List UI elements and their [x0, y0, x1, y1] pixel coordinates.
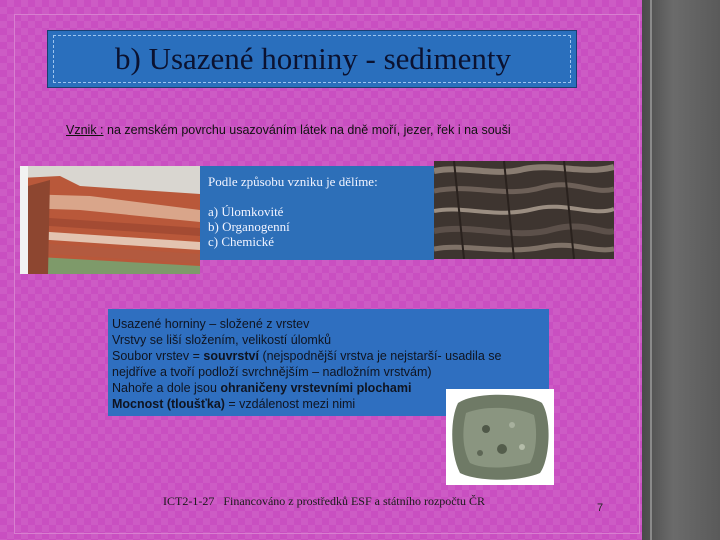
cliff-photo: [20, 166, 200, 274]
sed-line: Usazené horniny – složené z vrstev: [112, 317, 310, 331]
side-strip: [642, 0, 720, 540]
rock-texture-photo: [434, 161, 614, 259]
intro-body: na zemském povrchu usazováním látek na dně moří, jezer, řek i na souši: [103, 123, 511, 137]
slide-title: b) Usazené horniny - sedimenty: [115, 41, 511, 76]
classification-box: [200, 166, 434, 260]
sed-line: [112, 348, 545, 380]
sed-text-part: Nahoře a dole jsou: [112, 381, 221, 395]
sed-bold-term: souvrství: [203, 349, 259, 363]
footer-text: ICT2-1-27 Financováno z prostředků ESF a státního rozpočtu ČR: [163, 494, 485, 508]
page-number: 7: [597, 502, 604, 514]
intro-label: Vznik :: [66, 123, 104, 137]
classification-item: b) Organogenní: [208, 219, 290, 234]
classification-text: [208, 174, 378, 249]
classification-item: a) Úlomkovité: [208, 204, 284, 219]
classification-item: c) Chemické: [208, 234, 275, 249]
stone-photo: [446, 389, 554, 485]
sed-text-part: (nejspodnější vrstva je nejstarší- usadila se nejdříve a tvoří podloží svrchnějším – nadložním vrstvám): [112, 349, 502, 379]
intro-text: [66, 122, 586, 139]
sed-text-part: = vzdálenost mezi nimi: [224, 397, 356, 411]
sed-text-part: Soubor vrstev =: [112, 349, 204, 363]
classification-heading: Podle způsobu vzniku je dělíme:: [208, 174, 378, 189]
sed-bold-term: ohraničeny vrstevními plochami: [220, 381, 412, 395]
sed-line: Vrstvy se liší složením, velikostí úlomků: [112, 333, 332, 347]
sed-bold-term: Mocnost (tloušťka): [112, 397, 225, 411]
side-strip-line: [650, 0, 652, 540]
title-box: [47, 30, 577, 88]
